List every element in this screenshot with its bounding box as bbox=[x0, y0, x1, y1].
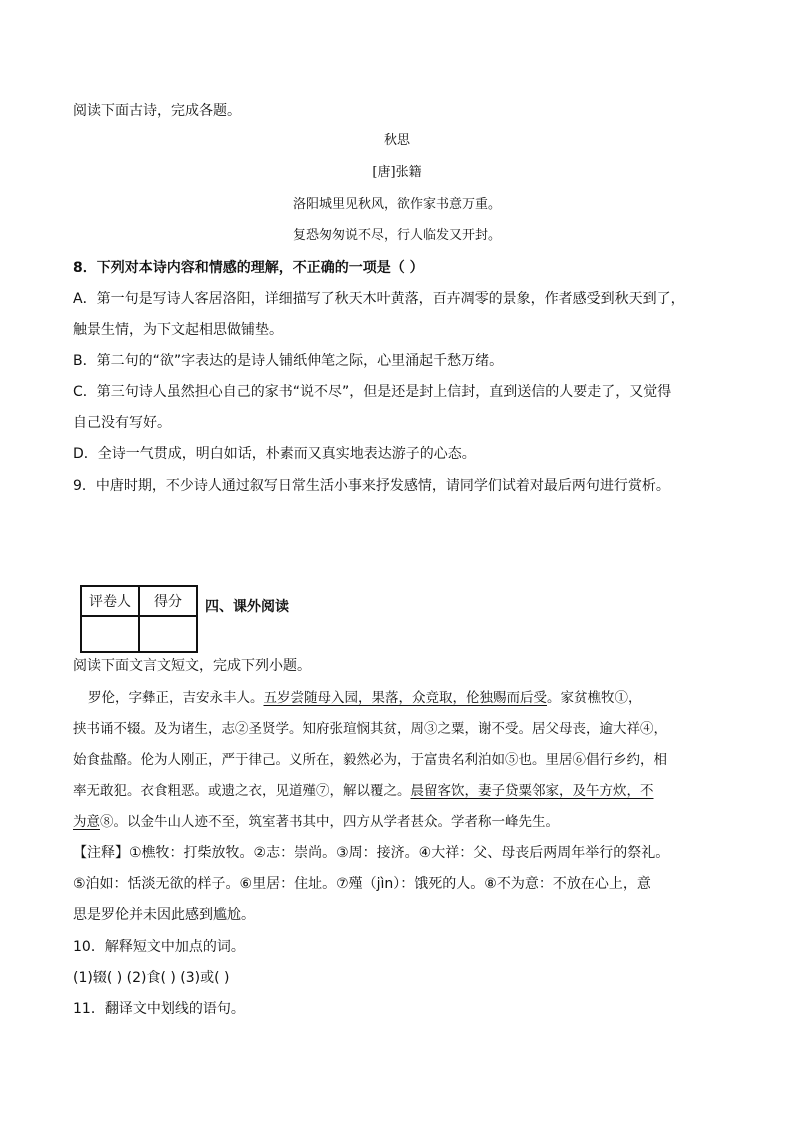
poem-line-1: 洛阳城里见秋风，欲作家书意万重。 bbox=[292, 197, 501, 212]
passage-text: 率无敢犯。衣食粗恶。或遗之衣，见道殣⑦，解以覆之。 bbox=[73, 783, 411, 799]
grader-header: 评卷人 bbox=[81, 586, 139, 616]
question-8-option-a-line2: 触景生情，为下文起相思做铺垫。 bbox=[73, 322, 283, 338]
passage-text: 罗伦，字彝正，吉安永丰人。 bbox=[88, 690, 264, 706]
question-10-blanks: (1)辍( ) (2)食( ) (3)或( ) bbox=[73, 970, 230, 986]
question-11: 11．翻译文中划线的语句。 bbox=[73, 1001, 245, 1017]
score-table bbox=[80, 585, 198, 653]
section-title: 四、课外阅读 bbox=[205, 599, 289, 615]
instruction-poem: 阅读下面古诗，完成各题。 bbox=[73, 103, 241, 119]
question-8-option-c-line1: C．第三句诗人虽然担心自己的家书“说不尽”，但是还是封上信封，直到送信的人要走了，又觉得 bbox=[73, 384, 672, 400]
notes-line-1: 【注释】①樵牧：打柴放牧。②志：崇尚。③周：接济。④大祥：父、母丧后两周年举行的祭礼。 bbox=[73, 845, 670, 861]
instruction-passage: 阅读下面文言文短文，完成下列小题。 bbox=[73, 658, 311, 674]
question-8-option-d: D．全诗一气贯成，明白如话，朴素而又真实地表达游子的心态。 bbox=[73, 446, 476, 462]
passage-text: 。家贫樵牧①， bbox=[547, 690, 642, 706]
poem-title: 秋思 bbox=[383, 133, 410, 148]
poem-line-2: 复恐匆匆说不尽，行人临发又开封。 bbox=[292, 228, 501, 243]
question-8-text: 8．下列对本诗内容和情感的理解，不正确的一项是（ ） bbox=[73, 260, 424, 276]
passage-line-3: 始食盐酪。伦为人刚正，严于律己。义所在，毅然必为，于富贵名利泊如⑤也。里居⑥倡行乡约，相 bbox=[73, 752, 667, 768]
passage-line-4 bbox=[73, 781, 654, 801]
score-header: 得分 bbox=[139, 586, 197, 616]
question-9: 9．中唐时期，不少诗人通过叙写日常生活小事来抒发感情，请同学们试着对最后两句进行赏析。 bbox=[73, 478, 670, 494]
underlined-sentence-2-end: 为意 bbox=[73, 814, 100, 830]
notes-line-2: ⑤泊如：恬淡无欲的样子。⑥里居：住址。⑦殣（jìn）：饿死的人。⑧不为意：不放在心上，意 bbox=[73, 876, 651, 892]
underlined-sentence-1: 五岁尝随母入园，果落，众竞取，伦独赐而后受 bbox=[263, 690, 547, 706]
question-8-option-c-line2: 自己没有写好。 bbox=[73, 415, 171, 431]
passage-line-5 bbox=[73, 812, 559, 832]
passage-line-2: 挟书诵不辍。及为诸生，志②圣贤学。知府张瑄悯其贫，周③之粟，谢不受。居父母丧，逾大祥④， bbox=[73, 721, 667, 737]
poem-author: [唐]张籍 bbox=[372, 165, 422, 180]
underlined-sentence-2: 晨留客饮，妻子贷粟邻家，及午方炊，不 bbox=[410, 783, 654, 799]
question-8-stem bbox=[73, 258, 424, 278]
question-8-option-a-line1: A．第一句是写诗人客居洛阳，详细描写了秋天木叶黄落，百卉凋零的景象，作者感受到秋天到了， bbox=[73, 291, 685, 307]
score-cell bbox=[139, 616, 197, 652]
passage-line-1 bbox=[88, 688, 642, 708]
grader-cell bbox=[81, 616, 139, 652]
question-10-stem: 10．解释短文中加点的词。 bbox=[73, 939, 245, 955]
passage-text: ⑧。以金牛山人迹不至，筑室著书其中，四方从学者甚众。学者称一峰先生。 bbox=[100, 814, 559, 830]
notes-line-3: 思是罗伦并未因此感到尴尬。 bbox=[73, 907, 255, 923]
question-8-option-b: B．第二句的“欲”字表达的是诗人铺纸伸笔之际，心里涌起千愁万绪。 bbox=[73, 353, 504, 369]
